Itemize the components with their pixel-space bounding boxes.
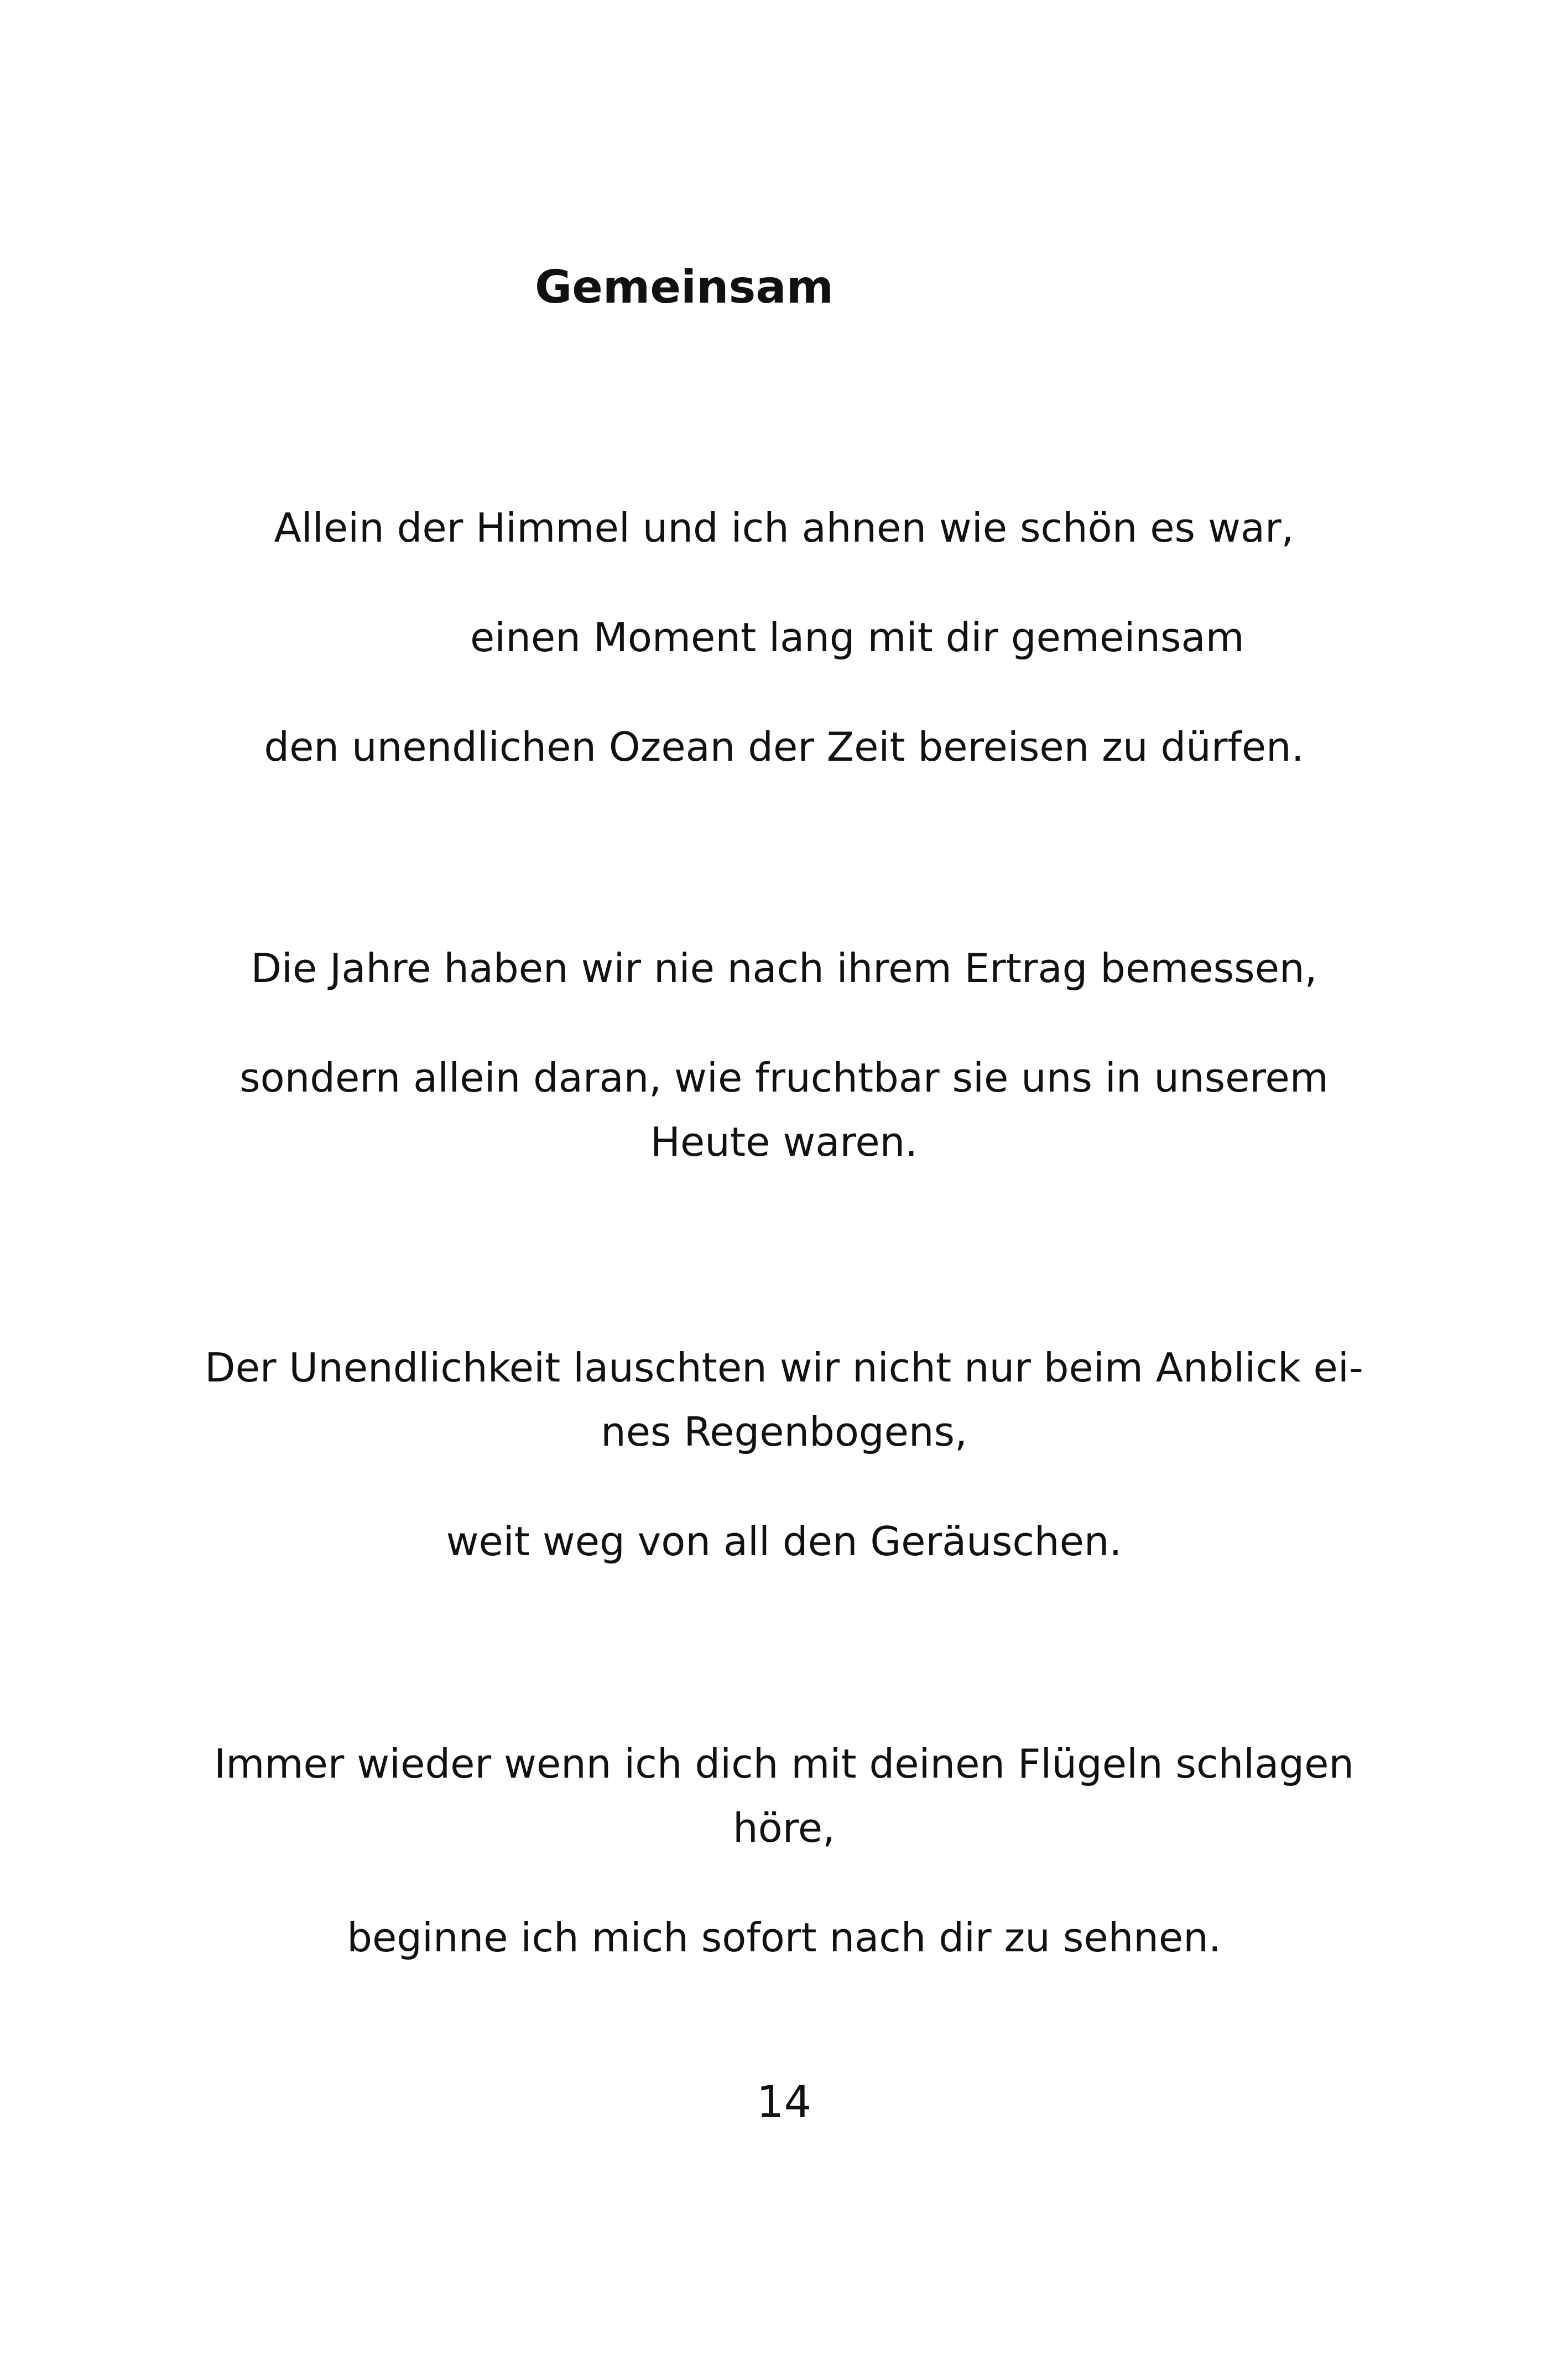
- poem-line: Die Jahre haben wir nie nach ihrem Ertrag bemessen,: [251, 945, 1317, 991]
- poem-line: einen Moment lang mit dir gemeinsam: [470, 614, 1244, 661]
- poem-line: Immer wieder wenn ich dich mit deinen Flügeln schlagen: [214, 1741, 1354, 1787]
- poem-line: Heute waren.: [650, 1119, 918, 1165]
- poem-line: Der Unendlichkeit lauschten wir nicht nur beim Anblick ei-: [205, 1344, 1363, 1391]
- poem-line: Allein der Himmel und ich ahnen wie schön es war,: [274, 505, 1294, 551]
- poem-line: beginne ich mich sofort nach dir zu sehnen.: [347, 1914, 1221, 1961]
- poem-line: weit weg von all den Geräuschen.: [446, 1518, 1122, 1565]
- page-number: 14: [756, 2077, 812, 2127]
- poem-line: nes Regenbogens,: [601, 1409, 967, 1455]
- poem-line: sondern allein daran, wie fruchtbar sie uns in unserem: [239, 1055, 1329, 1101]
- poem-title: Gemeinsam: [535, 261, 834, 314]
- poem-line: höre,: [733, 1805, 835, 1851]
- poem-line: den unendlichen Ozean der Zeit bereisen zu dürfen.: [264, 724, 1304, 770]
